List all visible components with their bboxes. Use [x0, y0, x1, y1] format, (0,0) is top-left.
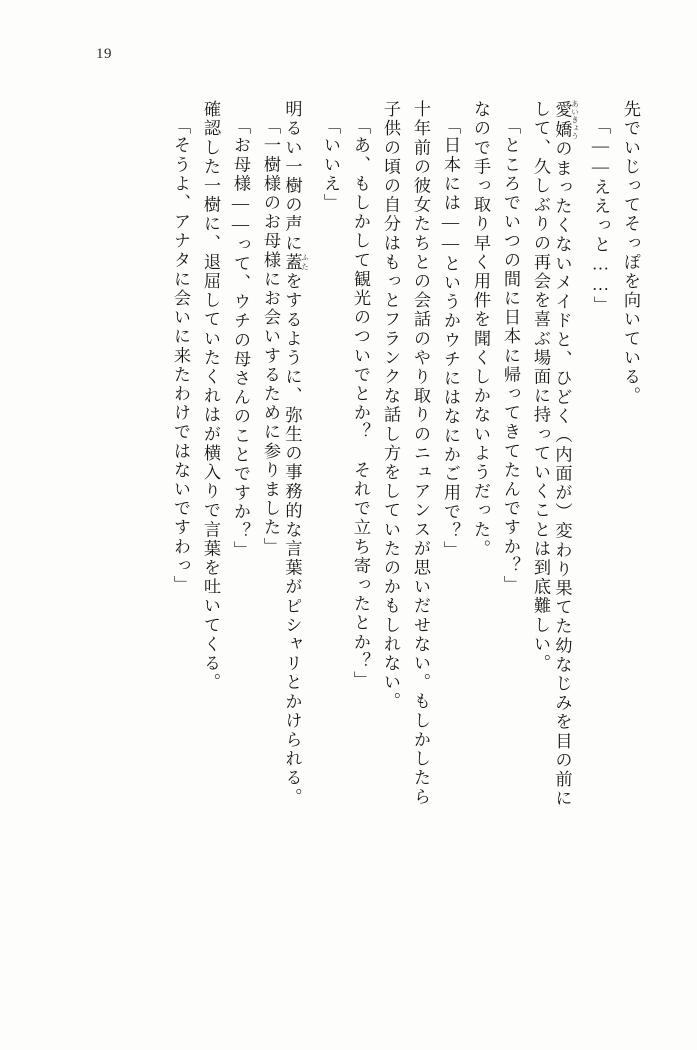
ruby-reading: あいきょう: [570, 100, 580, 140]
text-line: 「お母様——って、ウチの母さんのことですか？」: [231, 117, 250, 560]
text-line-head: 明るい一樹の声に: [282, 100, 302, 253]
text-line: 「——ええっと……」: [591, 117, 610, 316]
ruby-base: 蓋: [282, 252, 302, 272]
text-line: して、久しぶりの再会を喜ぶ場面に持っていくことは到底難しい。: [531, 100, 550, 673]
vertical-text-block: [60, 100, 639, 990]
text-line: 先でいじってそっぽを向いている。: [621, 100, 640, 406]
text-line: 「日本には——というかウチにはなにかご用で？」: [441, 117, 460, 560]
text-line-with-ruby: [549, 100, 579, 990]
ruby-reading: ふた: [300, 252, 310, 272]
ruby-futa: [282, 252, 310, 272]
text-line: 子供の頃の自分はもっとフランクな話し方をしていたのかもしれない。: [381, 100, 400, 712]
text-line: 十年前の彼女たちとの会話のやり取りのニュアンスが思いだせない。もしかしたら: [411, 100, 430, 807]
text-line: 「あ、もしかして観光のついでとか？ それで立ち寄ったとか？」: [351, 117, 370, 690]
text-line: なので手っ取り早く用件を聞くしかないようだった。: [471, 100, 490, 559]
text-line-rest: のまったくないメイドと、ひどく（内面が）変わり果てた幼なじみを目の前に: [552, 139, 572, 809]
text-line: 「ところでいつの間に日本に帰ってきてたんですか？」: [501, 117, 520, 595]
text-line: 「そうよ、アナタに会いに来たわけではないですわっ」: [171, 117, 190, 595]
text-line: 「一樹様のお母様にお会いするために参りました」: [261, 117, 280, 557]
text-line: 「いいえ」: [321, 117, 340, 213]
text-line: 確認した一樹に、退屈していたくれはが横入りで言葉を吐いてくる。: [201, 100, 220, 693]
text-line-rest: をするように、弥生の事務的な言葉がピシャリとかけられる。: [282, 271, 302, 807]
ruby-base: 愛嬌: [552, 100, 572, 140]
ruby-aikyou: [552, 100, 580, 140]
page-number: 19: [96, 46, 112, 62]
text-line-with-ruby: [279, 100, 309, 990]
